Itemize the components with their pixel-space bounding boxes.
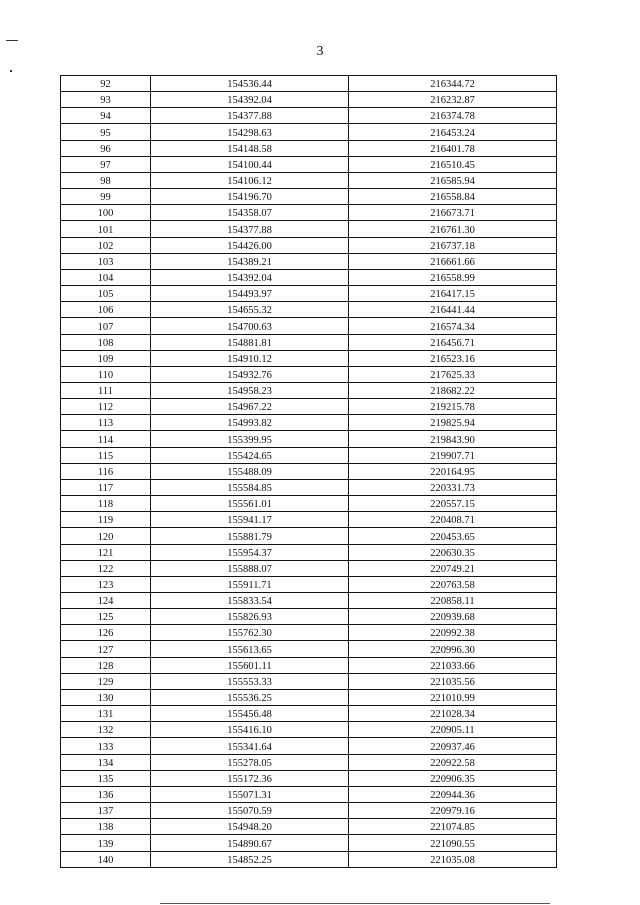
point-number-cell: 137 bbox=[61, 803, 151, 819]
table-row bbox=[61, 819, 557, 835]
table-row bbox=[61, 189, 557, 205]
table-row bbox=[61, 673, 557, 689]
x-coordinate-cell: 155553.33 bbox=[151, 673, 349, 689]
table-row bbox=[61, 512, 557, 528]
x-coordinate-cell: 154881.81 bbox=[151, 334, 349, 350]
x-coordinate-cell: 154377.88 bbox=[151, 221, 349, 237]
table-row bbox=[61, 399, 557, 415]
x-coordinate-cell: 154493.97 bbox=[151, 286, 349, 302]
x-coordinate-cell: 155456.48 bbox=[151, 706, 349, 722]
x-coordinate-cell: 155488.09 bbox=[151, 463, 349, 479]
point-number-cell: 136 bbox=[61, 786, 151, 802]
x-coordinate-cell: 155881.79 bbox=[151, 528, 349, 544]
x-coordinate-cell: 155070.59 bbox=[151, 803, 349, 819]
table-row bbox=[61, 851, 557, 867]
y-coordinate-cell: 219907.71 bbox=[349, 447, 557, 463]
x-coordinate-cell: 154358.07 bbox=[151, 205, 349, 221]
x-coordinate-cell: 154196.70 bbox=[151, 189, 349, 205]
point-number-cell: 93 bbox=[61, 92, 151, 108]
x-coordinate-cell: 155561.01 bbox=[151, 496, 349, 512]
point-number-cell: 108 bbox=[61, 334, 151, 350]
table-row bbox=[61, 560, 557, 576]
table-row bbox=[61, 140, 557, 156]
y-coordinate-cell: 220164.95 bbox=[349, 463, 557, 479]
point-number-cell: 106 bbox=[61, 302, 151, 318]
y-coordinate-cell: 220906.35 bbox=[349, 770, 557, 786]
x-coordinate-cell: 155341.64 bbox=[151, 738, 349, 754]
table-row bbox=[61, 318, 557, 334]
x-coordinate-cell: 154910.12 bbox=[151, 350, 349, 366]
y-coordinate-cell: 216232.87 bbox=[349, 92, 557, 108]
x-coordinate-cell: 154377.88 bbox=[151, 108, 349, 124]
x-coordinate-cell: 154389.21 bbox=[151, 253, 349, 269]
x-coordinate-cell: 154106.12 bbox=[151, 172, 349, 188]
table-row bbox=[61, 625, 557, 641]
bottom-edge-line bbox=[160, 903, 550, 904]
table-row bbox=[61, 528, 557, 544]
x-coordinate-cell: 154993.82 bbox=[151, 415, 349, 431]
y-coordinate-cell: 216558.99 bbox=[349, 269, 557, 285]
table-row bbox=[61, 366, 557, 382]
point-number-cell: 98 bbox=[61, 172, 151, 188]
y-coordinate-cell: 220922.58 bbox=[349, 754, 557, 770]
table-row bbox=[61, 253, 557, 269]
y-coordinate-cell: 218682.22 bbox=[349, 382, 557, 398]
y-coordinate-cell: 221033.66 bbox=[349, 657, 557, 673]
y-coordinate-cell: 220630.35 bbox=[349, 544, 557, 560]
y-coordinate-cell: 216344.72 bbox=[349, 76, 557, 92]
x-coordinate-cell: 154932.76 bbox=[151, 366, 349, 382]
x-coordinate-cell: 155911.71 bbox=[151, 576, 349, 592]
y-coordinate-cell: 216401.78 bbox=[349, 140, 557, 156]
point-number-cell: 134 bbox=[61, 754, 151, 770]
y-coordinate-cell: 220453.65 bbox=[349, 528, 557, 544]
y-coordinate-cell: 216737.18 bbox=[349, 237, 557, 253]
y-coordinate-cell: 220858.11 bbox=[349, 593, 557, 609]
table-row bbox=[61, 786, 557, 802]
y-coordinate-cell: 220992.38 bbox=[349, 625, 557, 641]
table-row bbox=[61, 657, 557, 673]
table-row bbox=[61, 415, 557, 431]
table-row bbox=[61, 706, 557, 722]
point-number-cell: 118 bbox=[61, 496, 151, 512]
point-number-cell: 96 bbox=[61, 140, 151, 156]
table-row bbox=[61, 835, 557, 851]
page-number: 3 bbox=[316, 44, 324, 59]
point-number-cell: 140 bbox=[61, 851, 151, 867]
x-coordinate-cell: 155833.54 bbox=[151, 593, 349, 609]
y-coordinate-cell: 220939.68 bbox=[349, 609, 557, 625]
table-row bbox=[61, 803, 557, 819]
point-number-cell: 130 bbox=[61, 689, 151, 705]
table-row bbox=[61, 156, 557, 172]
point-number-cell: 101 bbox=[61, 221, 151, 237]
y-coordinate-cell: 220331.73 bbox=[349, 479, 557, 495]
x-coordinate-cell: 154852.25 bbox=[151, 851, 349, 867]
table-row bbox=[61, 334, 557, 350]
y-coordinate-cell: 220905.11 bbox=[349, 722, 557, 738]
table-row bbox=[61, 172, 557, 188]
table-row bbox=[61, 479, 557, 495]
y-coordinate-cell: 219825.94 bbox=[349, 415, 557, 431]
coordinates-table bbox=[60, 75, 557, 868]
x-coordinate-cell: 154890.67 bbox=[151, 835, 349, 851]
x-coordinate-cell: 155584.85 bbox=[151, 479, 349, 495]
x-coordinate-cell: 155826.93 bbox=[151, 609, 349, 625]
x-coordinate-cell: 155424.65 bbox=[151, 447, 349, 463]
x-coordinate-cell: 154958.23 bbox=[151, 382, 349, 398]
y-coordinate-cell: 220996.30 bbox=[349, 641, 557, 657]
coordinates-table-wrapper bbox=[60, 75, 556, 868]
point-number-cell: 99 bbox=[61, 189, 151, 205]
x-coordinate-cell: 155399.95 bbox=[151, 431, 349, 447]
x-coordinate-cell: 154298.63 bbox=[151, 124, 349, 140]
y-coordinate-cell: 217625.33 bbox=[349, 366, 557, 382]
x-coordinate-cell: 154392.04 bbox=[151, 269, 349, 285]
point-number-cell: 111 bbox=[61, 382, 151, 398]
table-row bbox=[61, 286, 557, 302]
point-number-cell: 94 bbox=[61, 108, 151, 124]
point-number-cell: 116 bbox=[61, 463, 151, 479]
point-number-cell: 95 bbox=[61, 124, 151, 140]
y-coordinate-cell: 216761.30 bbox=[349, 221, 557, 237]
y-coordinate-cell: 220408.71 bbox=[349, 512, 557, 528]
x-coordinate-cell: 154100.44 bbox=[151, 156, 349, 172]
table-row bbox=[61, 593, 557, 609]
x-coordinate-cell: 154948.20 bbox=[151, 819, 349, 835]
table-row bbox=[61, 221, 557, 237]
table-row bbox=[61, 205, 557, 221]
y-coordinate-cell: 221035.56 bbox=[349, 673, 557, 689]
y-coordinate-cell: 221028.34 bbox=[349, 706, 557, 722]
y-coordinate-cell: 221074.85 bbox=[349, 819, 557, 835]
y-coordinate-cell: 216523.16 bbox=[349, 350, 557, 366]
point-number-cell: 114 bbox=[61, 431, 151, 447]
point-number-cell: 121 bbox=[61, 544, 151, 560]
point-number-cell: 115 bbox=[61, 447, 151, 463]
point-number-cell: 120 bbox=[61, 528, 151, 544]
x-coordinate-cell: 155954.37 bbox=[151, 544, 349, 560]
table-row bbox=[61, 447, 557, 463]
point-number-cell: 138 bbox=[61, 819, 151, 835]
y-coordinate-cell: 216558.84 bbox=[349, 189, 557, 205]
x-coordinate-cell: 155416.10 bbox=[151, 722, 349, 738]
point-number-cell: 133 bbox=[61, 738, 151, 754]
table-row bbox=[61, 463, 557, 479]
point-number-cell: 110 bbox=[61, 366, 151, 382]
table-row bbox=[61, 382, 557, 398]
y-coordinate-cell: 219215.78 bbox=[349, 399, 557, 415]
y-coordinate-cell: 220749.21 bbox=[349, 560, 557, 576]
x-coordinate-cell: 155613.65 bbox=[151, 641, 349, 657]
point-number-cell: 92 bbox=[61, 76, 151, 92]
y-coordinate-cell: 220937.46 bbox=[349, 738, 557, 754]
point-number-cell: 122 bbox=[61, 560, 151, 576]
x-coordinate-cell: 154700.63 bbox=[151, 318, 349, 334]
point-number-cell: 107 bbox=[61, 318, 151, 334]
y-coordinate-cell: 216574.34 bbox=[349, 318, 557, 334]
table-row bbox=[61, 609, 557, 625]
x-coordinate-cell: 154426.00 bbox=[151, 237, 349, 253]
table-row bbox=[61, 770, 557, 786]
x-coordinate-cell: 155536.25 bbox=[151, 689, 349, 705]
point-number-cell: 117 bbox=[61, 479, 151, 495]
point-number-cell: 126 bbox=[61, 625, 151, 641]
x-coordinate-cell: 155278.05 bbox=[151, 754, 349, 770]
table-row bbox=[61, 76, 557, 92]
point-number-cell: 104 bbox=[61, 269, 151, 285]
x-coordinate-cell: 154655.32 bbox=[151, 302, 349, 318]
table-row bbox=[61, 92, 557, 108]
y-coordinate-cell: 216417.15 bbox=[349, 286, 557, 302]
point-number-cell: 105 bbox=[61, 286, 151, 302]
table-row bbox=[61, 237, 557, 253]
point-number-cell: 102 bbox=[61, 237, 151, 253]
table-row bbox=[61, 302, 557, 318]
x-coordinate-cell: 155071.31 bbox=[151, 786, 349, 802]
y-coordinate-cell: 216673.71 bbox=[349, 205, 557, 221]
coordinates-table-body bbox=[61, 76, 557, 868]
table-row bbox=[61, 544, 557, 560]
table-row bbox=[61, 722, 557, 738]
point-number-cell: 125 bbox=[61, 609, 151, 625]
y-coordinate-cell: 220763.58 bbox=[349, 576, 557, 592]
y-coordinate-cell: 221010.99 bbox=[349, 689, 557, 705]
point-number-cell: 103 bbox=[61, 253, 151, 269]
y-coordinate-cell: 216456.71 bbox=[349, 334, 557, 350]
y-coordinate-cell: 216441.44 bbox=[349, 302, 557, 318]
y-coordinate-cell: 220557.15 bbox=[349, 496, 557, 512]
x-coordinate-cell: 155762.30 bbox=[151, 625, 349, 641]
scan-mark-left-dash bbox=[6, 40, 18, 41]
x-coordinate-cell: 155172.36 bbox=[151, 770, 349, 786]
point-number-cell: 124 bbox=[61, 593, 151, 609]
x-coordinate-cell: 155888.07 bbox=[151, 560, 349, 576]
table-row bbox=[61, 641, 557, 657]
y-coordinate-cell: 221035.08 bbox=[349, 851, 557, 867]
y-coordinate-cell: 216510.45 bbox=[349, 156, 557, 172]
point-number-cell: 135 bbox=[61, 770, 151, 786]
y-coordinate-cell: 220979.16 bbox=[349, 803, 557, 819]
point-number-cell: 119 bbox=[61, 512, 151, 528]
y-coordinate-cell: 216661.66 bbox=[349, 253, 557, 269]
x-coordinate-cell: 154392.04 bbox=[151, 92, 349, 108]
point-number-cell: 139 bbox=[61, 835, 151, 851]
point-number-cell: 112 bbox=[61, 399, 151, 415]
y-coordinate-cell: 220944.36 bbox=[349, 786, 557, 802]
y-coordinate-cell: 221090.55 bbox=[349, 835, 557, 851]
y-coordinate-cell: 216374.78 bbox=[349, 108, 557, 124]
table-row bbox=[61, 576, 557, 592]
table-row bbox=[61, 350, 557, 366]
point-number-cell: 131 bbox=[61, 706, 151, 722]
table-row bbox=[61, 124, 557, 140]
point-number-cell: 128 bbox=[61, 657, 151, 673]
x-coordinate-cell: 155601.11 bbox=[151, 657, 349, 673]
table-row bbox=[61, 496, 557, 512]
table-row bbox=[61, 431, 557, 447]
y-coordinate-cell: 219843.90 bbox=[349, 431, 557, 447]
point-number-cell: 109 bbox=[61, 350, 151, 366]
x-coordinate-cell: 154967.22 bbox=[151, 399, 349, 415]
point-number-cell: 132 bbox=[61, 722, 151, 738]
point-number-cell: 97 bbox=[61, 156, 151, 172]
table-row bbox=[61, 269, 557, 285]
table-row bbox=[61, 689, 557, 705]
y-coordinate-cell: 216453.24 bbox=[349, 124, 557, 140]
scan-mark-left-dot bbox=[10, 70, 12, 72]
point-number-cell: 100 bbox=[61, 205, 151, 221]
x-coordinate-cell: 154536.44 bbox=[151, 76, 349, 92]
x-coordinate-cell: 155941.17 bbox=[151, 512, 349, 528]
table-row bbox=[61, 738, 557, 754]
x-coordinate-cell: 154148.58 bbox=[151, 140, 349, 156]
point-number-cell: 113 bbox=[61, 415, 151, 431]
table-row bbox=[61, 108, 557, 124]
table-row bbox=[61, 754, 557, 770]
y-coordinate-cell: 216585.94 bbox=[349, 172, 557, 188]
point-number-cell: 129 bbox=[61, 673, 151, 689]
point-number-cell: 123 bbox=[61, 576, 151, 592]
point-number-cell: 127 bbox=[61, 641, 151, 657]
